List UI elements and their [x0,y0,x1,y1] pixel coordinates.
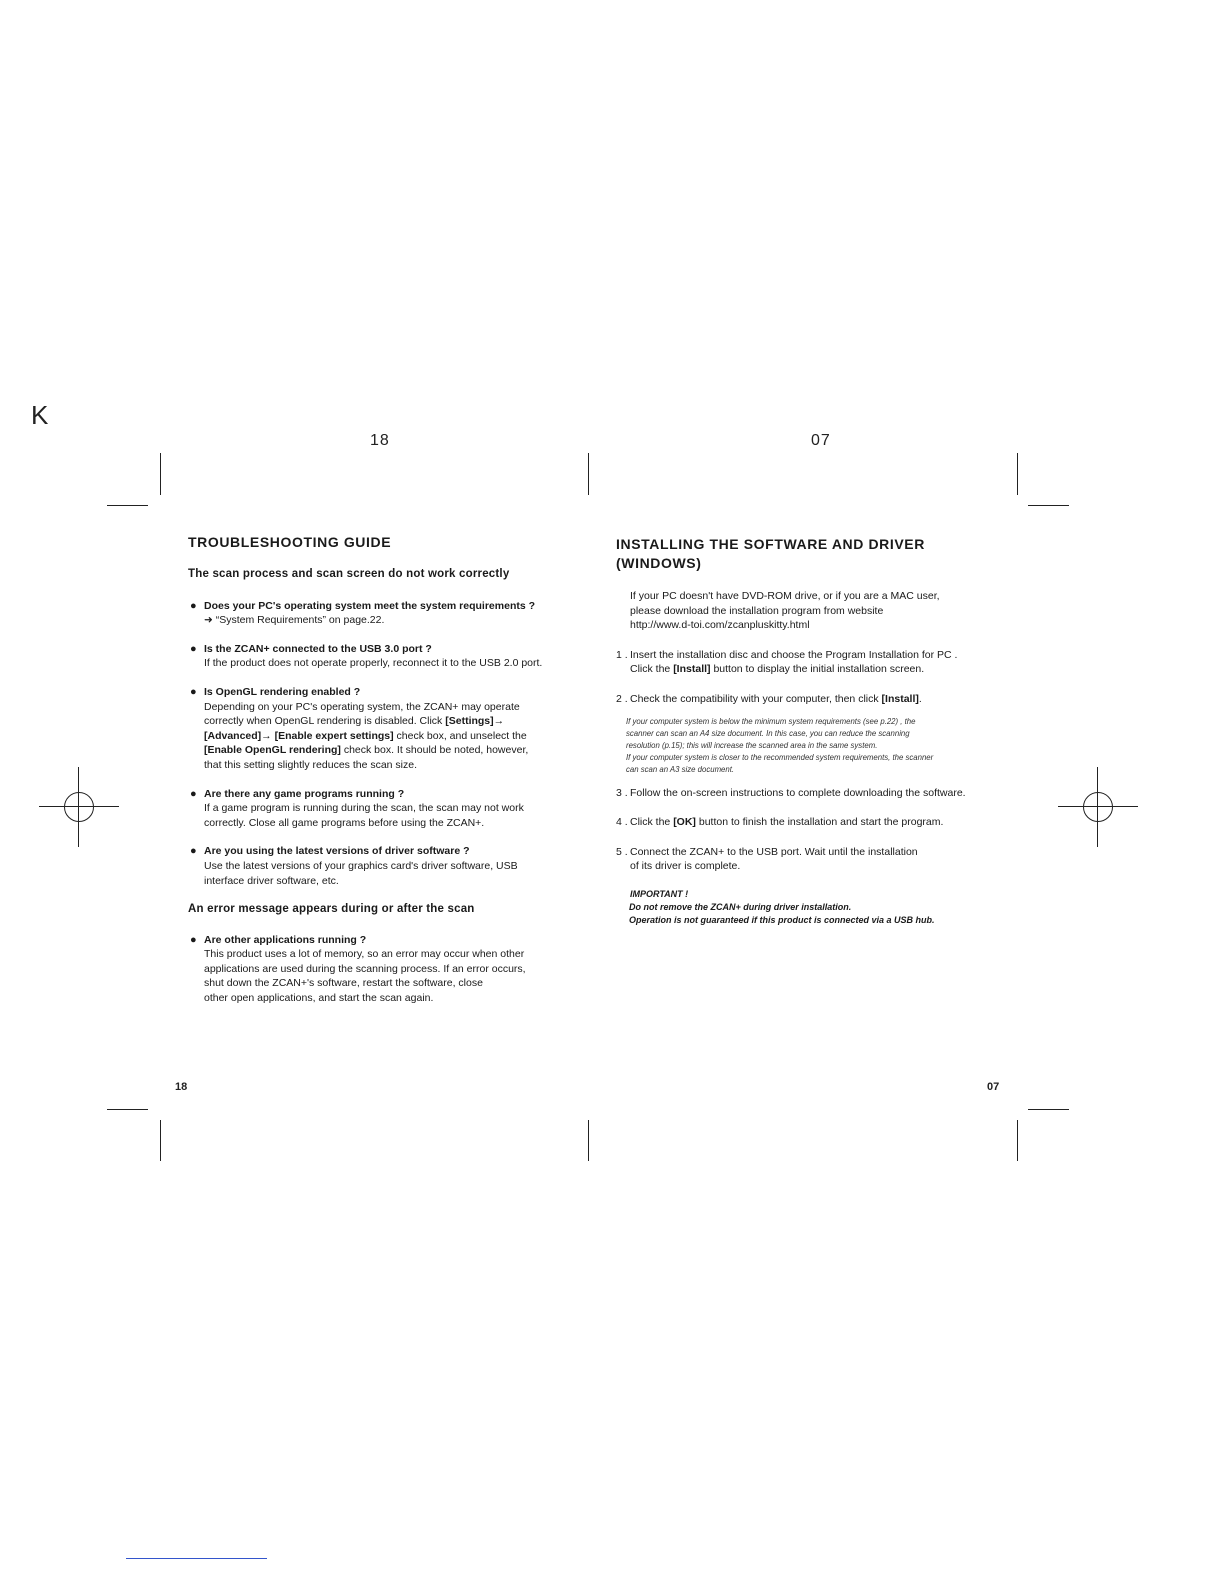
question: Are there any game programs running ? [204,787,405,800]
crop-mark [107,505,148,506]
header-page-number-left: 18 [370,432,390,449]
registration-mark-icon [59,787,99,827]
important-notice: IMPORTANT ! Do not remove the ZCAN+ during driver installation. Operation is not guaranteed if this product is connected via a USB hub. [616,888,1011,927]
install-step-3: 3 . Follow the on-screen instructions to complete downloading the software. [616,786,966,799]
bullet-icon: ● [190,599,197,612]
answer-line: Depending on your PC's operating system, the ZCAN+ may operate [204,700,520,713]
answer-line: [Enable OpenGL rendering] check box. It should be noted, however, [204,744,529,757]
page-title: INSTALLING THE SOFTWARE AND DRIVER (WINDOWS) [616,536,925,571]
answer-line: [Advanced]→ [Enable expert settings] check box, and unselect the [204,729,527,742]
registration-mark-icon [1078,787,1118,827]
answer-line: correctly. Close all game programs before using the ZCAN+. [204,816,485,829]
list-item [188,685,588,773]
bullet-icon: ● [190,845,197,858]
answer-line: that this setting slightly reduces the scan size. [204,758,418,771]
header-page-number-right: 07 [811,432,831,449]
install-step-5: 5 . Connect the ZCAN+ to the USB port. Wait until the installation of its driver is complete. [616,845,918,873]
crop-mark [1028,505,1069,506]
question: Is the ZCAN+ connected to the USB 3.0 port ? [204,642,432,655]
list-item [188,933,588,1006]
answer-line: correctly when OpenGL rendering is disabled. Click [Settings]→ [204,715,505,728]
answer-line: Use the latest versions of your graphics card's driver software, USB [204,859,518,872]
section-heading: An error message appears during or after the scan [188,903,475,916]
ok-button-ref: [OK] [673,816,696,829]
footer-page-number-left: 18 [175,1081,188,1093]
menu-path: [Enable OpenGL rendering] [204,744,341,757]
crop-mark [1028,1109,1069,1110]
answer-line: other open applications, and start the scan again. [204,992,434,1005]
list-item [188,844,588,888]
question: Are you using the latest versions of driver software ? [204,845,470,858]
question: Does your PC's operating system meet the system requirements ? [204,599,536,612]
corner-letter: K [31,400,49,430]
menu-path: [Settings]→ [445,715,505,728]
install-button-ref: [Install] [673,663,711,676]
list-item [188,599,588,628]
crop-mark [1017,453,1018,495]
crop-mark [588,453,589,495]
answer-line: applications are used during the scanning process. If an error occurs, [204,962,526,975]
answer-line: interface driver software, etc. [204,874,339,887]
intro-paragraph: If your PC doesn't have DVD-ROM drive, or if you are a MAC user, please download the installation program from website http://www.d-toi.com/zcanpluskitty.html [616,589,1011,633]
crop-mark [1017,1120,1018,1161]
answer-line: ➜ “System Requirements” on page.22. [204,614,385,627]
answer-line: If the product does not operate properly, reconnect it to the USB 2.0 port. [204,657,543,670]
answer-line: This product uses a lot of memory, so an error may occur when other [204,948,525,961]
bullet-icon: ● [190,933,197,946]
bullet-icon: ● [190,685,197,698]
answer-line: shut down the ZCAN+'s software, restart the software, close [204,977,483,990]
install-button-ref: [Install] [881,692,919,705]
bottom-rule [126,1558,267,1559]
bullet-icon: ● [190,787,197,800]
compatibility-note: If your computer system is below the minimum system requirements (see p.22) , the scanner can scan an A4 size document. In this case, you can reduce the scanning resolution (p.15); this will increase the scanned area in the same system. If your computer system is closer to the recommended system requirements, the scanner can scan an A3 size document. [626,716,934,775]
menu-path: [Advanced]→ [Enable expert settings] [204,729,394,742]
install-step-2: 2 . Check the compatibility with your computer, then click [Install]. [616,692,922,705]
footer-page-number-right: 07 [987,1081,1000,1093]
crop-mark [107,1109,148,1110]
list-item [188,642,588,671]
bullet-icon: ● [190,642,197,655]
answer-line: If a game program is running during the scan, the scan may not work [204,802,524,815]
install-step-1: 1 . Insert the installation disc and choose the Program Installation for PC . Click the [Install] button to display the initial installation screen. [616,648,958,676]
installation-column [616,535,1011,927]
website-url: http://www.d-toi.com/zcanpluskitty.html [630,619,810,632]
question: Is OpenGL rendering enabled ? [204,685,361,698]
crop-mark [160,1120,161,1161]
question: Are other applications running ? [204,933,367,946]
troubleshooting-column [188,533,588,1006]
crop-mark [588,1120,589,1161]
list-item [188,787,588,831]
page-title: TROUBLESHOOTING GUIDE [188,534,392,550]
important-label: IMPORTANT ! [630,888,689,899]
install-step-4: 4 . Click the [OK] button to finish the installation and start the program. [616,816,944,829]
crop-mark [160,453,161,495]
section-heading: The scan process and scan screen do not work correctly [188,568,510,580]
